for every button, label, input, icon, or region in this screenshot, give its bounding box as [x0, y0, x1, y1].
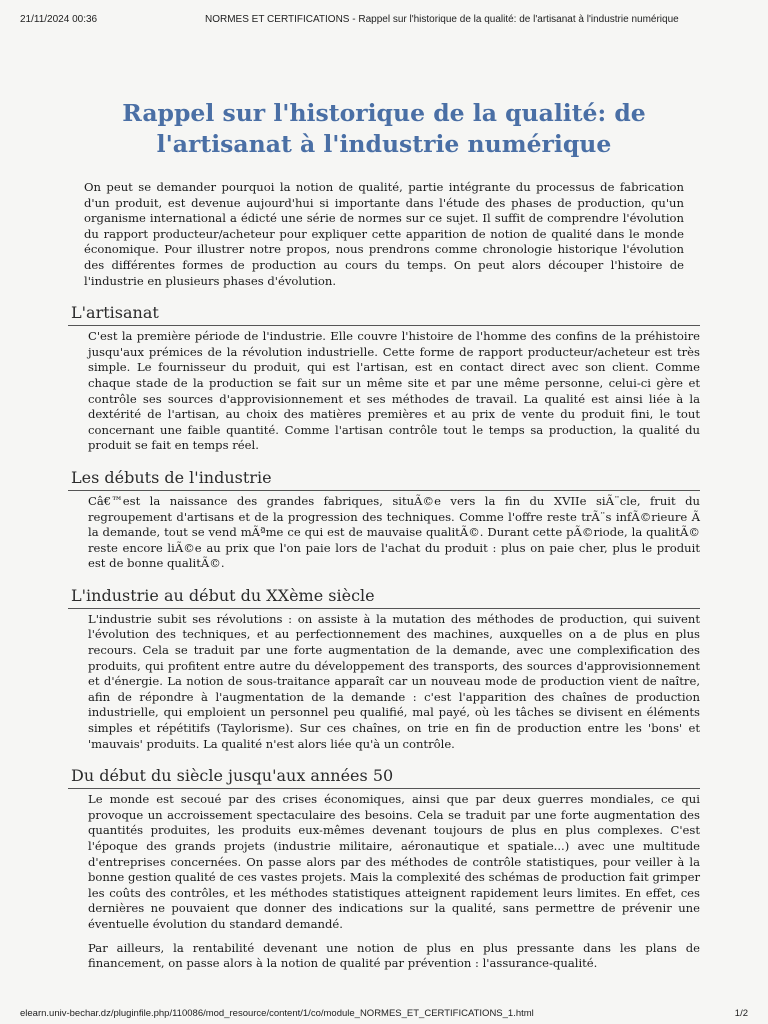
section-annees-50: [68, 766, 700, 972]
intro-paragraph: On peut se demander pourquoi la notion de qualité, partie intégrante du processus de fabrication d'un produit, est devenue aujourd'hui si importante dans l'étude des phases de production, qu'un organisme international a édicté une série de normes sur ce sujet. Il suffit de comprendre l'évolution du rapport producteur/acheteur pour expliquer cette apparition de notion de qualité dans le monde économique. Pour illustrer notre propos, nous prendrons comme chronologie historique l'évolution des différentes formes de production au cours du temps. On peut alors découper l'histoire de l'industrie en plusieurs phases d'évolution.: [84, 180, 684, 288]
section-paragraph: C'est la première période de l'industrie. Elle couvre l'histoire de l'homme des confins de la préhistoire jusqu'aux prémices de la révolution industrielle. Cette forme de rapport producteur/acheteur est très simple. Le fournisseur du produit, qui est l'artisan, est en contact direct avec son client. Comme chaque stade de la production se fait sur un même site et par une même personne, celui-ci gère et contrôle ses sources d'approvisionnement et ses méthodes de travail. La qualité est ainsi liée à la dextérité de l'artisan, au choix des matières premières et au prix de vente du produit fini, le tout concernant une faible quantité. Comme l'artisan contrôle tout le temps sa production, la qualité du produit se fait en temps réel.: [88, 329, 700, 453]
section-heading: L'industrie au début du XXème siècle: [68, 586, 700, 609]
article-title: Rappel sur l'historique de la qualité: de l'artisanat à l'industrie numérique: [122, 99, 646, 158]
section-paragraph: Par ailleurs, la rentabilité devenant une notion de plus en plus pressante dans les plans de financement, on passe alors à la notion de qualité par prévention : l'assurance-qualité.: [88, 940, 700, 971]
section-industrie-xxe: [68, 586, 700, 752]
print-document-title: NORMES ET CERTIFICATIONS - Rappel sur l'historique de la qualité: de l'artisanat à l'industrie numérique: [205, 14, 679, 25]
print-header: [20, 14, 748, 28]
section-heading: Les débuts de l'industrie: [68, 468, 700, 491]
section-paragraph: Câ€™est la naissance des grandes fabriques, situÃ©e vers la fin du XVIIe siÃ¨cle, fruit du regroupement d'artisans et de la progression des techniques. Comme l'offre reste trÃ¨s infÃ©rieure Ã la demande, tout se vend mÃªme ce qui est de mauvaise qualitÃ©. Durant cette pÃ©riode, la qualitÃ© reste encore liÃ©e au prix que l'on paie lors de l'achat du produit : plus on paie cher, plus le produit est de bonne qualitÃ©.: [88, 493, 700, 571]
section-heading: L'artisanat: [68, 303, 700, 326]
article: [68, 98, 700, 972]
print-date: 21/11/2024 00:36: [20, 14, 98, 25]
page-number: 1/2: [734, 1008, 748, 1019]
section-paragraph: Le monde est secoué par des crises économiques, ainsi que par deux guerres mondiales, ce qui provoque un accroissement spectaculaire des besoins. Cela se traduit par une forte augmentation des quantités produites, les produits eux-mêmes devenant toujours de plus en plus complexes. C'est l'époque des grands projets (industrie militaire, aéronautique et spatiale...) avec une multitude d'entreprises concernées. On passe alors par des méthodes de contrôle statistiques, pour veiller à la bonne gestion qualité de ces vastes projets. Mais la complexité des schémas de production fait grimper les coûts des contrôles, et les méthodes statistiques atteignent rapidement leurs limites. En effet, ces dernières ne pouvaient que donner des indications sur la qualité, sans permettre de prévenir une éventuelle évolution du standard demandé.: [88, 792, 700, 931]
section-paragraph: L'industrie subit ses révolutions : on assiste à la mutation des méthodes de production, qui suivent l'évolution des techniques, et au perfectionnement des machines, auxquelles on a de plus en plus recours. Cela se traduit par une forte augmentation de la demande, avec une complexification des produits, qui profitent entre autre du développement des transports, des sources d'approvisionnement et d'énergie. La notion de sous-traitance apparaît car un nouveau mode de production vient de naître, afin de répondre à l'augmentation de la demande : c'est l'apparition des chaînes de production industrielle, qui emploient un personnel peu qualifié, mal payé, où les tâches se divisent en éléments simples et répétitifs (Taylorisme). Sur ces chaînes, on trie en fin de production entre les 'bons' et 'mauvais' produits. La qualité n'est alors liée qu'à un contrôle.: [88, 611, 700, 751]
section-heading: Du début du siècle jusqu'aux années 50: [68, 766, 700, 789]
section-debuts-industrie: [68, 468, 700, 572]
print-url: elearn.univ-bechar.dz/pluginfile.php/110086/mod_resource/content/1/co/module_NORMES_ET_CERTIFICATIONS_1.html: [20, 1008, 534, 1019]
section-artisanat: [68, 303, 700, 454]
